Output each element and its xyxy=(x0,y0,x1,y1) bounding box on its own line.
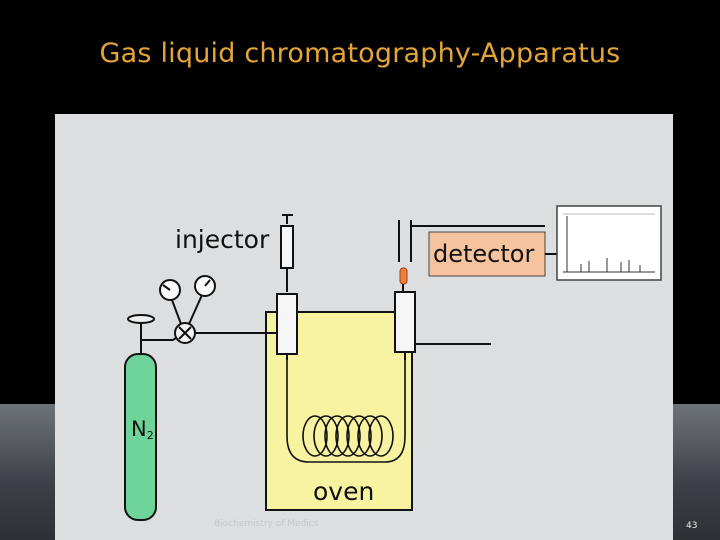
injector-port xyxy=(277,294,297,354)
page-number: 43 xyxy=(686,521,698,531)
oven-label: oven xyxy=(313,477,375,506)
cylinder-label: N2 xyxy=(131,417,154,442)
footer-text: Biochemistry of Medics xyxy=(214,519,319,529)
detector-flame xyxy=(400,268,407,284)
detector-port xyxy=(395,292,415,352)
injector-syringe xyxy=(281,226,293,268)
detector-label: detector xyxy=(433,240,535,268)
cylinder-valve-cap xyxy=(128,315,154,323)
chromatogram-recorder xyxy=(557,206,661,280)
apparatus-diagram xyxy=(55,114,673,540)
slide-title: Gas liquid chromatography-Apparatus xyxy=(99,38,621,69)
apparatus-svg xyxy=(55,114,673,540)
injector-label: injector xyxy=(175,225,270,254)
